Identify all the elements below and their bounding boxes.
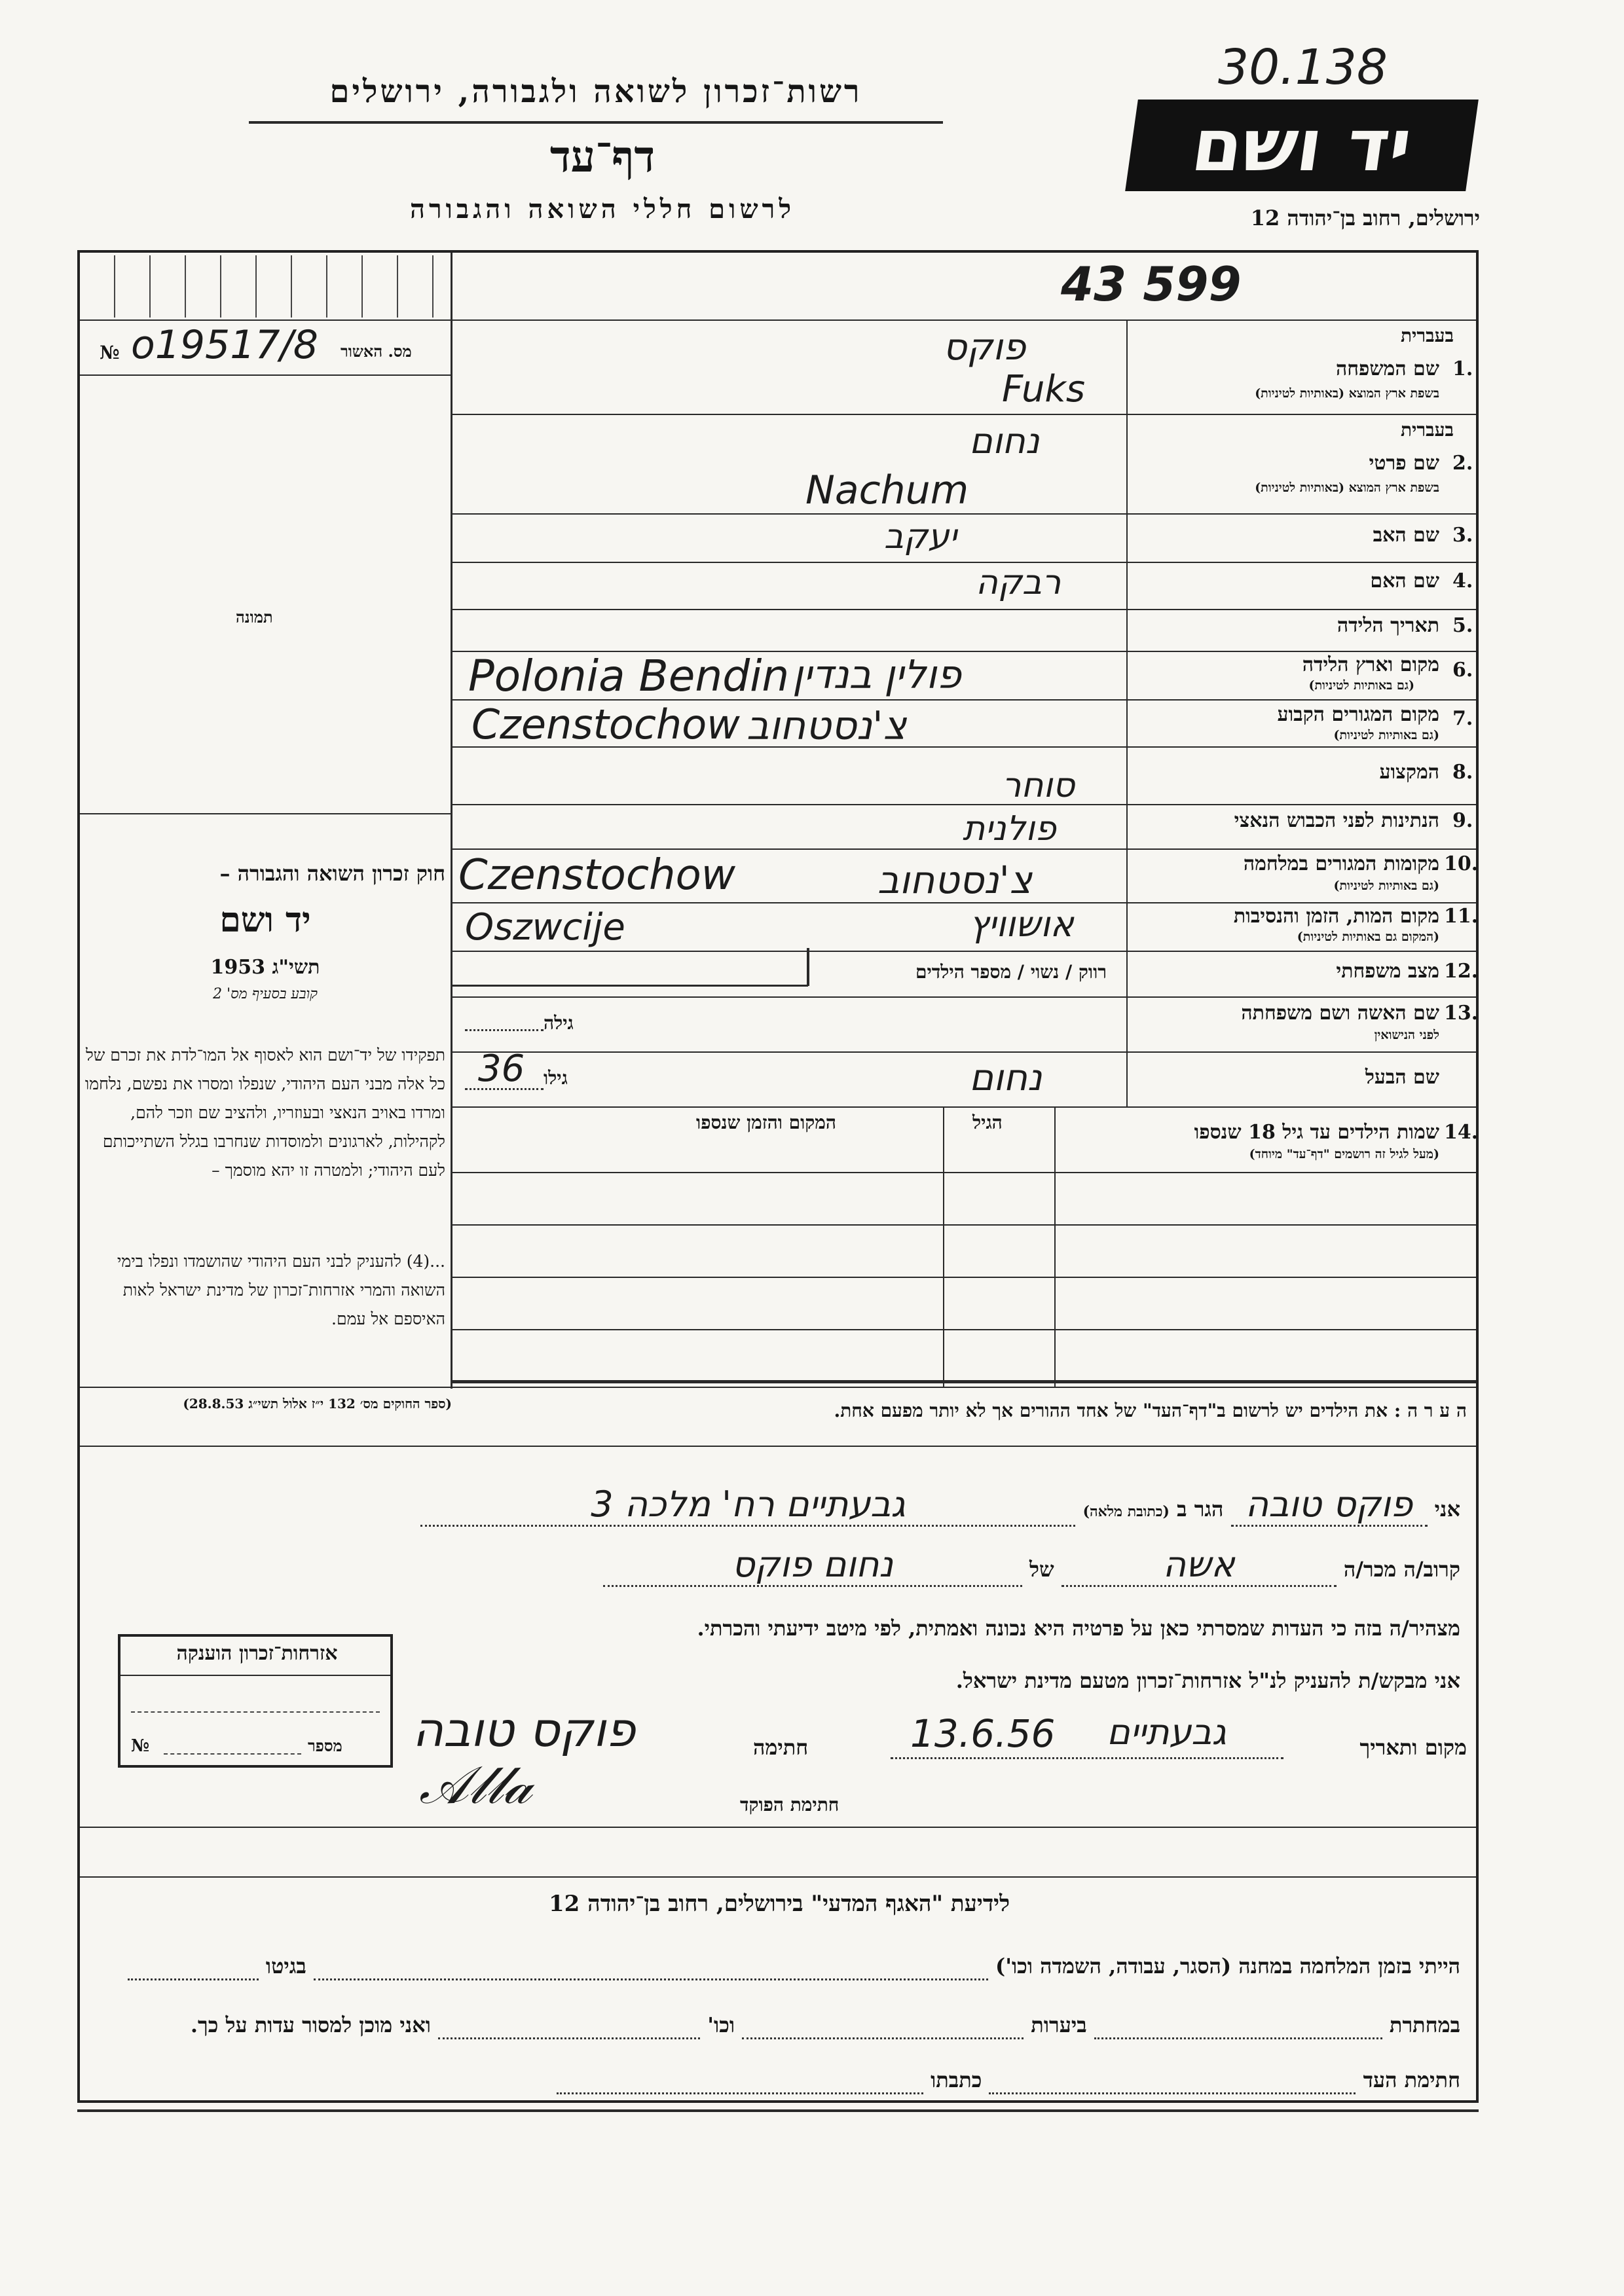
field-10-sub: (גם באותיות לטיניות) xyxy=(1333,879,1439,893)
registration-label: מס. האשור xyxy=(341,342,412,361)
row-line xyxy=(451,804,1476,805)
field-7-number: 7. xyxy=(1452,707,1473,730)
footer-ghetto-text: בגיטו xyxy=(265,1954,306,1978)
top-strip-line xyxy=(451,319,1476,321)
footer-address-text: כתבתו xyxy=(931,2068,982,2092)
yad-vashem-logo: יד ושם xyxy=(1125,100,1479,191)
footer-line-1 xyxy=(85,1954,1460,1980)
field-4-value: רבקה xyxy=(976,563,1061,602)
field-7-label: מקום המגורים הקבוע xyxy=(1277,703,1439,726)
field-11-number: 11. xyxy=(1444,905,1479,928)
note-text: ה ע ר ה : את הילדים יש לרשום ב"דף־העד" של אחד ההורים אך לא יותר מפעם אחת. xyxy=(834,1400,1467,1421)
field-1-label: שם המשפחה xyxy=(1335,357,1439,380)
children-row-line xyxy=(451,1224,1476,1226)
children-col-divider xyxy=(943,1106,944,1387)
declaration-line-2 xyxy=(85,1544,1460,1587)
field-4-label: שם האם xyxy=(1370,570,1439,592)
field-8-value: סוחר xyxy=(1002,766,1075,805)
footer-testimony-text: ואני מוכן למסור עדות על כך. xyxy=(190,2013,431,2037)
form-title: דף־עד xyxy=(549,131,655,182)
field-13-sub: לפני הנישואין xyxy=(1374,1028,1439,1042)
row-line xyxy=(451,513,1476,515)
footer-forests-text: ביערות xyxy=(1031,2013,1087,2037)
field-7-sub: (גם באותיות לטיניות) xyxy=(1333,728,1439,742)
footer-ghetto-blank[interactable] xyxy=(128,1954,259,1980)
field-4-number: 4. xyxy=(1452,570,1473,592)
citizenship-number-line xyxy=(164,1753,301,1755)
field-10-number: 10. xyxy=(1444,852,1479,875)
frame-bottom-double xyxy=(77,2109,1479,2112)
field-3-label: שם האב xyxy=(1373,524,1439,547)
institution-name: רשות־זכרון לשואה ולגבורה, ירושלים xyxy=(329,73,862,110)
declaration-resides: הגר ב xyxy=(1177,1497,1224,1522)
law-source: (ספר החוקים מס׳ 132 י״ז אלול תשי״ג 28.8.53) xyxy=(183,1396,452,1412)
declarant-name: פוקס טובה xyxy=(1231,1484,1428,1527)
relation-value: אשה xyxy=(1061,1544,1337,1587)
footer-address-blank[interactable] xyxy=(557,2068,923,2094)
row-line xyxy=(451,996,1476,998)
row-line xyxy=(451,848,1476,850)
field-1-value-hebrew: פוקס xyxy=(943,326,1026,369)
relation-of: של xyxy=(1029,1557,1054,1582)
declaration-place: גבעתיים xyxy=(1107,1711,1227,1753)
officer-label: חתימת הפוקד xyxy=(740,1794,840,1815)
footer-line-3 xyxy=(85,2068,1460,2094)
reg-no-sign: № xyxy=(100,342,120,363)
declaration-prefix: אני xyxy=(1434,1497,1460,1522)
declaration-line-3: מצהיר/ה בזה כי העדות שמסרתי כאן על פרטיה היא נכונה ואמתית, לפי מיטב ידיעתי והכרתי. xyxy=(697,1616,1460,1641)
field-1-lang: בעברית xyxy=(1400,325,1454,346)
field-12-options: רווק / נשוי / מספר הילדים xyxy=(915,961,1107,983)
citizenship-title-line xyxy=(120,1675,390,1676)
children-number: 14. xyxy=(1444,1121,1479,1144)
husband-label: שם הבעל xyxy=(1365,1066,1439,1089)
field-13-number: 13. xyxy=(1444,1002,1479,1025)
law-year: תשי"ג 1953 xyxy=(210,956,320,979)
field-11-value-hebrew: אושוויץ xyxy=(969,903,1074,945)
field-5-label: תאריך הלידה xyxy=(1337,614,1439,637)
children-col-divider xyxy=(1054,1106,1056,1387)
labels-column-divider xyxy=(1126,319,1128,1106)
citizenship-number-label: מספר xyxy=(308,1736,342,1755)
footer-etc-blank[interactable] xyxy=(438,2013,700,2039)
field-3-number: 3. xyxy=(1452,524,1473,547)
field-11-sub: (המקום גם באותיות לטיניות) xyxy=(1297,930,1439,944)
children-row-line xyxy=(451,1277,1476,1278)
row-line xyxy=(451,902,1476,903)
children-row-line xyxy=(451,1329,1476,1330)
citizenship-blank-line xyxy=(131,1711,380,1713)
field-10-value-latin: Czenstochow xyxy=(458,851,736,900)
signature-label: חתימה xyxy=(753,1735,809,1760)
row-line xyxy=(451,1106,1476,1108)
photo-label: תמונה xyxy=(236,608,273,627)
footer-witness-sign-text: חתימת העד xyxy=(1363,2068,1460,2092)
field-6-value-hebrew: פולין בנדין xyxy=(792,652,961,698)
field-12-number: 12. xyxy=(1444,960,1479,983)
field-1-value-latin: Fuks xyxy=(1002,368,1086,410)
field-2-lang: בעברית xyxy=(1400,419,1454,441)
header-address: ירושלים, רחוב בן־יהודה 12 xyxy=(1250,206,1480,230)
footer-top-line xyxy=(80,1876,1476,1878)
children-col-age: הגיל xyxy=(972,1112,1003,1133)
row-line xyxy=(451,414,1476,415)
field-6-label: מקום וארץ הלידה xyxy=(1302,653,1439,676)
relation-victim-name: נחום פוקס xyxy=(603,1544,1022,1587)
field-10-label: מקומות המגורים במלחמה xyxy=(1243,852,1439,875)
field-11-label: מקום המות, הזמן והנסיבות xyxy=(1233,905,1439,928)
field-2-number: 2. xyxy=(1452,452,1473,475)
reg-row-bottom xyxy=(80,374,451,376)
footer-underground-blank[interactable] xyxy=(1094,2013,1382,2039)
field-12-underline xyxy=(451,985,808,987)
photo-bottom-line xyxy=(80,813,451,814)
field-6-sub: (גם באותיות לטיניות) xyxy=(1308,678,1414,693)
reg-row-line xyxy=(80,319,451,321)
footer-line-2 xyxy=(85,2013,1460,2039)
field-9-number: 9. xyxy=(1452,809,1473,832)
institution-underline xyxy=(249,121,943,124)
field-13-age-line xyxy=(465,1029,544,1031)
note-bottom-line xyxy=(80,1446,1476,1447)
law-name: יד ושם xyxy=(219,900,311,940)
field-9-value: פולנית xyxy=(963,809,1056,848)
husband-age: 36 xyxy=(478,1048,525,1090)
law-text-1: תפקידו של יד־ושם הוא לאסוף אל המו־לדת את זכרם של כל אלה מבני העם היהודי, שנפלו ומסרו את נפשם, נלחמו ומרדו באויב הנאצי ובעוזריו, ולהציב שם וזכר להם, לקהילות, לארגונים ולמוסדות שנחרבו בגלל השתייכותם לעם היהודי; ולמטרה זו יהא מוסמך – xyxy=(84,1046,445,1180)
row-line xyxy=(451,562,1476,563)
form-subtitle: לרשום חללי השואה והגבורה xyxy=(409,194,796,225)
footer-underground-text: במחתרת xyxy=(1389,2013,1460,2037)
record-number-handwritten: 43 599 xyxy=(1061,257,1242,312)
field-1-number: 1. xyxy=(1452,357,1473,380)
husband-age-label: גילו xyxy=(544,1067,568,1089)
citizenship-no-sign: № xyxy=(131,1736,150,1756)
law-text-2: ...(4) להעניק לבני העם היהודי שהושמדו ונפלו בימי השואה והמרי אזרחות־זכרון של מדינת ישראל לאות האיספם אל עמם. xyxy=(117,1252,445,1328)
law-clause: קובע בסעיף מס' 2 xyxy=(213,986,318,1002)
declaration-address-label: (כתובת מלאה) xyxy=(1082,1503,1170,1520)
field-8-label: המקצוע xyxy=(1379,761,1439,784)
field-2-value-hebrew: נחום xyxy=(969,420,1040,462)
field-12-label: מצב משפחתי xyxy=(1336,960,1439,983)
field-11-value-latin: Oszwcije xyxy=(465,906,625,949)
relation-label: קרוב/ה מכר/ה xyxy=(1343,1557,1460,1582)
place-date-label: מקום ותאריך xyxy=(1359,1735,1467,1760)
field-1-sub: בשפת ארץ המוצא (באותיות לטיניות) xyxy=(1255,386,1439,401)
field-6-number: 6. xyxy=(1452,659,1473,682)
archive-number: 30.138 xyxy=(1218,39,1388,96)
law-source-top xyxy=(80,1387,1476,1388)
footer-witness-sign-blank[interactable] xyxy=(989,2068,1356,2094)
children-label: שמות הילדים עד גיל 18 שנספו xyxy=(1194,1121,1439,1144)
field-5-number: 5. xyxy=(1452,614,1473,637)
field-10-value-hebrew: צ'נסטחוב xyxy=(877,858,1033,902)
footer-title: לידיעת "האגף המדעי" בירושלים, רחוב בן־יהודה 12 xyxy=(549,1891,1010,1917)
declaration-line-4: אני מבקש/ת להעניק לנ"ל אזרחות־זכרון מטעם מדינת ישראל. xyxy=(955,1668,1460,1693)
footer-camp-blank[interactable] xyxy=(314,1954,988,1980)
footer-forests-blank[interactable] xyxy=(742,2013,1024,2039)
row-line xyxy=(451,609,1476,610)
top-left-hatching xyxy=(80,255,448,318)
children-col-place: המקום והזמן שנספו xyxy=(696,1112,836,1133)
children-sub: (מעל לגיל זה רושמים "דף־עד" מיוחד) xyxy=(1249,1147,1439,1161)
declarant-address: גבעתיים רח' מלכה 3 xyxy=(420,1484,1075,1527)
declaration-bottom-line xyxy=(80,1827,1476,1828)
row-line xyxy=(451,1051,1476,1053)
field-2-value-latin: Nachum xyxy=(805,467,969,513)
footer-camp-text: הייתי בזמן המלחמה במחנה (הסגר, עבודה, השמדה וכו') xyxy=(995,1954,1460,1978)
field-7-value-latin: Czenstochow xyxy=(471,701,740,748)
field-8-number: 8. xyxy=(1452,761,1473,784)
field-13-age-label: גילה xyxy=(544,1012,574,1034)
citizenship-title: אזרחות־זכרון הוענקה xyxy=(176,1642,338,1665)
footer-etc-text: וכו' xyxy=(707,2013,735,2037)
field-2-sub: בשפת ארץ המוצא (באותיות לטיניות) xyxy=(1255,481,1439,495)
husband-age-line xyxy=(465,1088,544,1090)
field-12-tick xyxy=(807,948,809,986)
declaration-date: 13.6.56 xyxy=(910,1711,1056,1756)
field-9-label: הנתינות לפני הכבוש הנאצי xyxy=(1234,809,1439,832)
husband-name: נחום xyxy=(969,1057,1043,1099)
field-2-label: שם פרטי xyxy=(1369,452,1439,475)
children-table-bottom xyxy=(451,1380,1476,1383)
officer-signature: 𝒜𝓁𝓁𝒶 xyxy=(419,1755,532,1815)
declaration-line-1 xyxy=(85,1484,1460,1527)
registration-number: o19517/8 xyxy=(131,322,318,368)
field-6-value-latin: Polonia Bendin xyxy=(468,651,790,701)
field-13-label: שם האשה ושם משפחתה xyxy=(1241,1002,1439,1025)
field-3-value: יעקב xyxy=(884,517,957,556)
place-date-line xyxy=(891,1757,1283,1759)
children-header-line xyxy=(451,1172,1476,1173)
left-panel-divider xyxy=(451,253,452,1389)
row-line xyxy=(451,951,1476,952)
law-title: חוק זכרון השואה והגבורה – xyxy=(219,861,445,886)
declarant-signature: פוקס טובה xyxy=(413,1702,636,1757)
field-7-value-hebrew: צ'נסטחוב xyxy=(747,703,907,749)
